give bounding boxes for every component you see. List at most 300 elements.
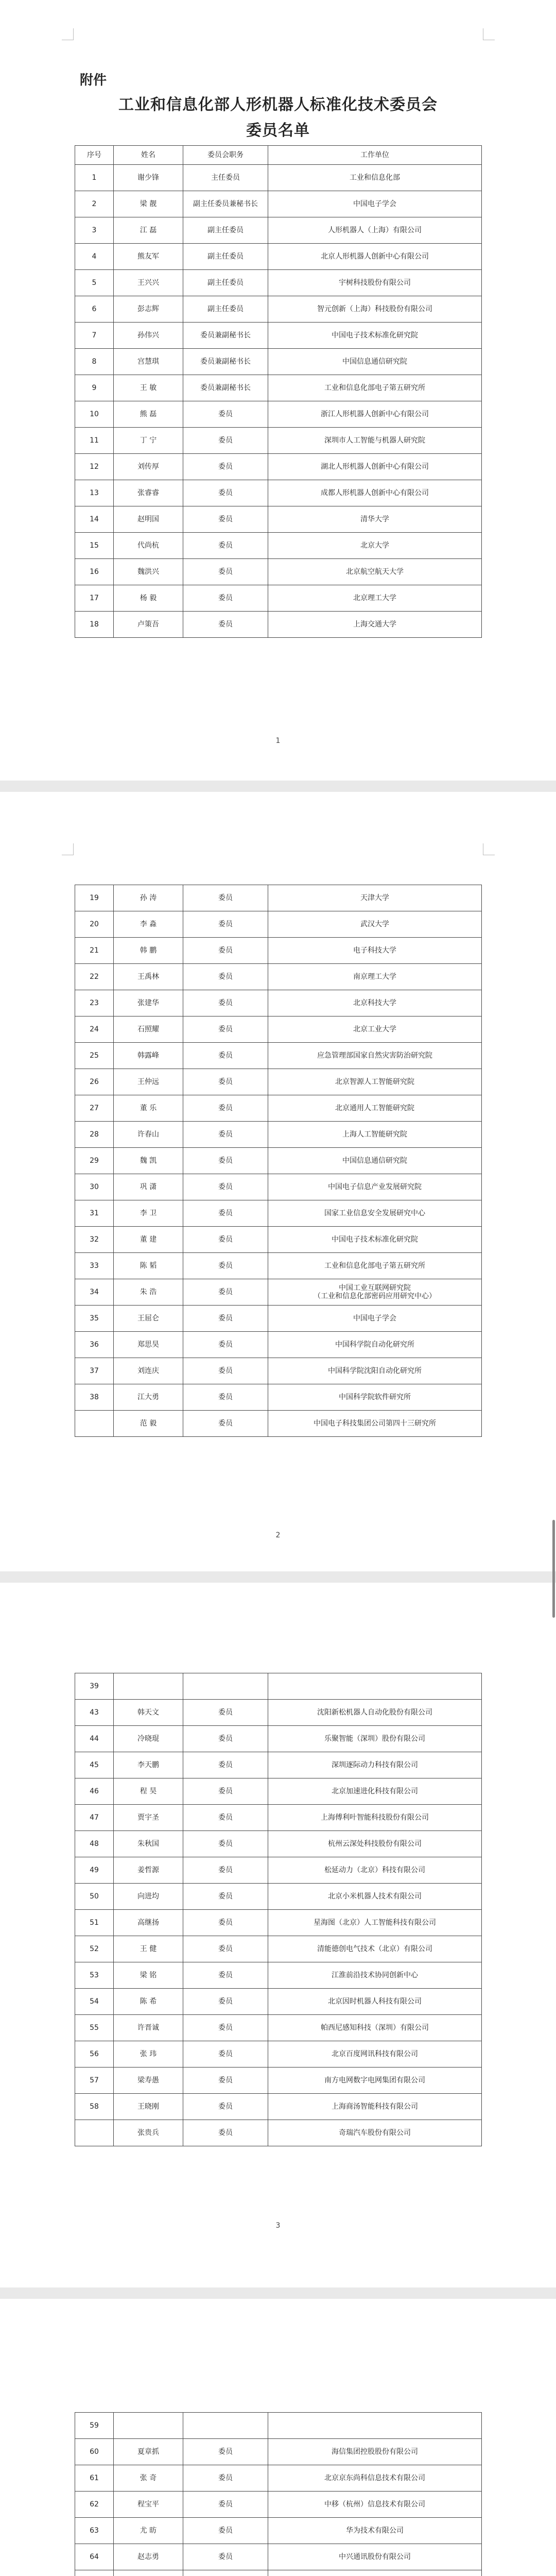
table-row [75, 2094, 482, 2120]
committee-role: 委员 [183, 1148, 268, 1174]
member-name: 王晓刚 [114, 2094, 183, 2120]
table-row [75, 2518, 482, 2544]
work-unit: 智元创新（上海）科技股份有限公司 [268, 296, 482, 323]
committee-role: 委员 [183, 1069, 268, 1095]
member-name: 孙 涛 [114, 885, 183, 911]
work-unit: 深圳逐际动力科技有限公司 [268, 1752, 482, 1778]
row-number: 62 [75, 2492, 114, 2518]
table-row [75, 1332, 482, 1358]
member-name: 贾宇圣 [114, 1805, 183, 1831]
table-row [75, 401, 482, 428]
scrollbar-thumb[interactable] [552, 1520, 555, 1618]
page-number: 1 [275, 737, 281, 745]
page-gap [0, 1571, 556, 1583]
committee-role: 委员 [183, 428, 268, 454]
committee-role: 委员 [183, 506, 268, 533]
work-unit: 北京航空航天大学 [268, 559, 482, 585]
member-name: 谢少锋 [114, 165, 183, 191]
member-name: 向进均 [114, 1884, 183, 1910]
row-number: 31 [75, 1200, 114, 1227]
committee-role: 委员 [183, 1095, 268, 1122]
work-unit: 武汉大学 [268, 911, 482, 938]
work-unit: 深圳市人工智能与机器人研究院 [268, 428, 482, 454]
row-number [75, 1411, 114, 1437]
committee-role: 副主任委员 [183, 270, 268, 296]
member-name: 巩 潇 [114, 1174, 183, 1200]
table-row [75, 1306, 482, 1332]
table-row [75, 217, 482, 244]
document-title: 工业和信息化部人形机器人标准化技术委员会 [118, 96, 438, 114]
committee-role: 委员 [183, 2518, 268, 2544]
table-row [75, 1043, 482, 1069]
table-row [75, 1200, 482, 1227]
table-row [75, 964, 482, 990]
row-number: 29 [75, 1148, 114, 1174]
row-number: 61 [75, 2465, 114, 2492]
member-name: 董 乐 [114, 1095, 183, 1122]
member-name: 王禹林 [114, 964, 183, 990]
table-row [75, 1069, 482, 1095]
member-table [75, 145, 482, 638]
work-unit: 南方电网数字电网集团有限公司 [268, 2067, 482, 2094]
committee-role: 委员 [183, 1200, 268, 1227]
row-number: 3 [75, 217, 114, 244]
committee-role: 委员兼副秘书长 [183, 375, 268, 401]
member-name: 张 奇 [114, 2465, 183, 2492]
member-name: 赵志勇 [114, 2544, 183, 2570]
row-number: 23 [75, 990, 114, 1016]
member-name: 石照耀 [114, 1016, 183, 1043]
member-name [114, 2413, 183, 2439]
committee-role: 委员 [183, 1384, 268, 1411]
work-unit: 中国信息通信研究院 [268, 1148, 482, 1174]
work-unit: 成都人形机器人创新中心有限公司 [268, 480, 482, 506]
member-name [114, 1673, 183, 1700]
table-row [75, 349, 482, 375]
row-number: 39 [75, 1673, 114, 1700]
member-name: 熊友军 [114, 244, 183, 270]
committee-role [183, 2570, 268, 2576]
work-unit: 北京智源人工智能研究院 [268, 1069, 482, 1095]
member-name: 姜哲源 [114, 1857, 183, 1884]
committee-role: 委员兼副秘书长 [183, 323, 268, 349]
row-number: 25 [75, 1043, 114, 1069]
work-unit: 电子科技大学 [268, 938, 482, 964]
row-number: 1 [75, 165, 114, 191]
row-number: 10 [75, 401, 114, 428]
table-row [75, 1962, 482, 1989]
table-row [75, 2570, 482, 2576]
member-name: 孙伟兴 [114, 323, 183, 349]
table-row [75, 1016, 482, 1043]
member-name: 陈 希 [114, 1989, 183, 2015]
table-row [75, 1384, 482, 1411]
work-unit: 宇树科技股份有限公司 [268, 270, 482, 296]
row-number: 32 [75, 1227, 114, 1253]
row-number: 35 [75, 1306, 114, 1332]
committee-role: 委员 [183, 585, 268, 612]
committee-role: 委员 [183, 1306, 268, 1332]
work-unit: 北京科技大学 [268, 990, 482, 1016]
row-number: 47 [75, 1805, 114, 1831]
row-number: 24 [75, 1016, 114, 1043]
table-row [75, 506, 482, 533]
table-row [75, 244, 482, 270]
table-row [75, 296, 482, 323]
document-page-4 [0, 2299, 556, 2576]
member-name: 高继扬 [114, 1910, 183, 1936]
work-unit: 中移（杭州）信息技术有限公司 [268, 2492, 482, 2518]
work-unit: 中国电子技术标准化研究院 [268, 323, 482, 349]
work-unit: 江淮前沿技术协同创新中心 [268, 1962, 482, 1989]
member-name: 程宝平 [114, 2492, 183, 2518]
member-name: 李 卫 [114, 1200, 183, 1227]
member-name: 江大勇 [114, 1384, 183, 1411]
row-number [75, 2120, 114, 2146]
committee-role: 委员 [183, 2015, 268, 2041]
table-row [75, 1174, 482, 1200]
table-row [75, 1752, 482, 1778]
member-name: 程 昊 [114, 1778, 183, 1805]
document-subtitle: 委员名单 [246, 122, 310, 140]
work-unit: 工业和信息化部电子第五研究所 [268, 375, 482, 401]
committee-role: 委员 [183, 2094, 268, 2120]
table-row [75, 323, 482, 349]
page-corner-mark [483, 843, 495, 855]
table-row [75, 2015, 482, 2041]
work-unit: 北京因时机器人科技有限公司 [268, 1989, 482, 2015]
row-number: 7 [75, 323, 114, 349]
row-number: 20 [75, 911, 114, 938]
page-corner-mark [62, 28, 74, 40]
table-row [75, 270, 482, 296]
work-unit: 北京人形机器人创新中心有限公司 [268, 244, 482, 270]
member-name: 夏章抓 [114, 2439, 183, 2465]
row-number: 30 [75, 1174, 114, 1200]
member-name: 王屈仑 [114, 1306, 183, 1332]
member-table [75, 885, 482, 1437]
committee-role: 委员 [183, 1857, 268, 1884]
member-name: 王兴兴 [114, 270, 183, 296]
work-unit: 中国科学院沈阳自动化研究所 [268, 1358, 482, 1384]
row-number: 17 [75, 585, 114, 612]
table-row [75, 2120, 482, 2146]
work-unit: 工业和信息化部 [268, 165, 482, 191]
committee-role: 委员 [183, 612, 268, 638]
attachment-label: 附件 [80, 73, 107, 88]
member-name: 刘传厚 [114, 454, 183, 480]
table-row [75, 375, 482, 401]
committee-role: 委员 [183, 1700, 268, 1726]
member-name: 代尚杭 [114, 533, 183, 559]
member-name: 董 建 [114, 1227, 183, 1253]
work-unit: 华为技术有限公司 [268, 2518, 482, 2544]
work-unit: 上海傅利叶智能科技股份有限公司 [268, 1805, 482, 1831]
committee-role: 副主任委员兼秘书长 [183, 191, 268, 217]
work-unit: 中国工业互联网研究院 （工业和信息化部密码应用研究中心） [268, 1279, 482, 1306]
member-name: 张睿睿 [114, 480, 183, 506]
row-number: 11 [75, 428, 114, 454]
row-number: 55 [75, 2015, 114, 2041]
work-unit: 中国电子学会 [268, 1306, 482, 1332]
committee-role: 委员 [183, 1831, 268, 1857]
row-number: 9 [75, 375, 114, 401]
committee-role: 委员 [183, 1752, 268, 1778]
work-unit: 中国信息通信研究院 [268, 349, 482, 375]
table-row [75, 1148, 482, 1174]
work-unit: 北京加速进化科技有限公司 [268, 1778, 482, 1805]
table-row [75, 1910, 482, 1936]
table-row [75, 1805, 482, 1831]
row-number: 46 [75, 1778, 114, 1805]
member-name: 王仲远 [114, 1069, 183, 1095]
member-name: 范 毅 [114, 1411, 183, 1437]
committee-role: 委员 [183, 2465, 268, 2492]
table-row [75, 1778, 482, 1805]
table-row [75, 2067, 482, 2094]
committee-role: 委员 [183, 1227, 268, 1253]
row-number: 18 [75, 612, 114, 638]
work-unit: 中国电子技术标准化研究院 [268, 1227, 482, 1253]
table-row [75, 1989, 482, 2015]
work-unit: 星海图（北京）人工智能科技有限公司 [268, 1910, 482, 1936]
row-number: 64 [75, 2544, 114, 2570]
table-row [75, 1673, 482, 1700]
member-name: 梁 铭 [114, 1962, 183, 1989]
committee-role: 主任委员 [183, 165, 268, 191]
table-header-row [75, 146, 482, 165]
committee-role: 委员 [183, 1122, 268, 1148]
committee-role [183, 1673, 268, 1700]
row-number: 19 [75, 885, 114, 911]
committee-role: 委员 [183, 2041, 268, 2067]
row-number: 33 [75, 1253, 114, 1279]
table-row [75, 1726, 482, 1752]
row-number: 22 [75, 964, 114, 990]
work-unit: 北京百度网讯科技有限公司 [268, 2041, 482, 2067]
work-unit: 应急管理部国家自然灾害防治研究院 [268, 1043, 482, 1069]
row-number: 56 [75, 2041, 114, 2067]
committee-role: 委员 [183, 1726, 268, 1752]
member-name: 尤 昉 [114, 2518, 183, 2544]
committee-role: 委员 [183, 911, 268, 938]
table-row [75, 2439, 482, 2465]
row-number: 60 [75, 2439, 114, 2465]
row-number: 2 [75, 191, 114, 217]
work-unit: 清能德创电气技术（北京）有限公司 [268, 1936, 482, 1962]
work-unit: 北京京东尚科信息技术有限公司 [268, 2465, 482, 2492]
row-number: 49 [75, 1857, 114, 1884]
member-name: 许晋诚 [114, 2015, 183, 2041]
work-unit: 中国电子信息产业发展研究院 [268, 1174, 482, 1200]
committee-role: 委员 [183, 1016, 268, 1043]
row-number: 16 [75, 559, 114, 585]
member-name: 梁寿愚 [114, 2067, 183, 2094]
committee-role: 委员 [183, 1778, 268, 1805]
row-number: 5 [75, 270, 114, 296]
member-name: 朱秋国 [114, 1831, 183, 1857]
work-unit: 奇瑞汽车股份有限公司 [268, 2120, 482, 2146]
committee-role: 委员 [183, 1884, 268, 1910]
table-row [75, 1936, 482, 1962]
work-unit [268, 2570, 482, 2576]
member-name: 魏 凯 [114, 1148, 183, 1174]
committee-role: 委员兼副秘书长 [183, 349, 268, 375]
work-unit: 中国电子科技集团公司第四十三研究所 [268, 1411, 482, 1437]
work-unit: 湖北人形机器人创新中心有限公司 [268, 454, 482, 480]
member-name: 陈 韬 [114, 1253, 183, 1279]
committee-role: 委员 [183, 454, 268, 480]
work-unit [268, 1673, 482, 1700]
work-unit: 北京通用人工智能研究院 [268, 1095, 482, 1122]
work-unit: 人形机器人（上海）有限公司 [268, 217, 482, 244]
page-gap [0, 781, 556, 792]
member-name: 韩露峰 [114, 1043, 183, 1069]
row-number: 57 [75, 2067, 114, 2094]
member-name: 赵明国 [114, 506, 183, 533]
header-cell: 工作单位 [268, 146, 482, 165]
header-cell: 序号 [75, 146, 114, 165]
table-row [75, 1095, 482, 1122]
table-row [75, 480, 482, 506]
committee-role [183, 2413, 268, 2439]
member-name: 郑思昊 [114, 1332, 183, 1358]
table-row [75, 1122, 482, 1148]
row-number: 48 [75, 1831, 114, 1857]
row-number: 27 [75, 1095, 114, 1122]
work-unit: 上海商汤智能科技有限公司 [268, 2094, 482, 2120]
document-page-2 [0, 792, 556, 1571]
member-name: 熊 磊 [114, 401, 183, 428]
document-page-3 [0, 1583, 556, 2287]
table-row [75, 1700, 482, 1726]
document-page-1 [0, 0, 556, 781]
page-corner-mark [62, 843, 74, 855]
work-unit [268, 2413, 482, 2439]
table-row [75, 165, 482, 191]
row-number: 59 [75, 2413, 114, 2439]
table-row [75, 1884, 482, 1910]
member-name: 杨 毅 [114, 585, 183, 612]
committee-role: 委员 [183, 2544, 268, 2570]
table-row [75, 990, 482, 1016]
member-name: 李天鹏 [114, 1752, 183, 1778]
committee-role: 委员 [183, 2067, 268, 2094]
table-row [75, 911, 482, 938]
work-unit: 海信集团控股股份有限公司 [268, 2439, 482, 2465]
member-name: 魏洪兴 [114, 559, 183, 585]
work-unit: 清华大学 [268, 506, 482, 533]
row-number [75, 2570, 114, 2576]
member-name: 张 玮 [114, 2041, 183, 2067]
committee-role: 委员 [183, 1358, 268, 1384]
work-unit: 乐聚智能（深圳）股份有限公司 [268, 1726, 482, 1752]
member-name: 王 敏 [114, 375, 183, 401]
committee-role: 委员 [183, 401, 268, 428]
work-unit: 国家工业信息安全发展研究中心 [268, 1200, 482, 1227]
row-number: 13 [75, 480, 114, 506]
committee-role: 委员 [183, 938, 268, 964]
committee-role: 委员 [183, 2492, 268, 2518]
work-unit: 中国科学院软件研究所 [268, 1384, 482, 1411]
committee-role: 委员 [183, 1962, 268, 1989]
committee-role: 委员 [183, 1411, 268, 1437]
member-name: 卢策吾 [114, 612, 183, 638]
table-row [75, 1227, 482, 1253]
committee-role: 委员 [183, 964, 268, 990]
work-unit: 北京小米机器人技术有限公司 [268, 1884, 482, 1910]
committee-role: 委员 [183, 480, 268, 506]
row-number: 45 [75, 1752, 114, 1778]
work-unit: 工业和信息化部电子第五研究所 [268, 1253, 482, 1279]
member-name: 张建华 [114, 990, 183, 1016]
row-number: 36 [75, 1332, 114, 1358]
committee-role: 委员 [183, 1253, 268, 1279]
member-name: 宫慧琪 [114, 349, 183, 375]
table-row [75, 2492, 482, 2518]
member-name: 张贵兵 [114, 2120, 183, 2146]
table-row [75, 1279, 482, 1306]
table-row [75, 454, 482, 480]
row-number: 6 [75, 296, 114, 323]
row-number: 37 [75, 1358, 114, 1384]
work-unit: 中兴通讯股份有限公司 [268, 2544, 482, 2570]
committee-role: 副主任委员 [183, 244, 268, 270]
page-gap [0, 2287, 556, 2299]
member-table [75, 2412, 482, 2576]
row-number: 53 [75, 1962, 114, 1989]
work-unit: 中国科学院自动化研究所 [268, 1332, 482, 1358]
work-unit: 南京理工大学 [268, 964, 482, 990]
table-row [75, 428, 482, 454]
page-corner-mark [483, 28, 495, 40]
committee-role: 委员 [183, 885, 268, 911]
row-number: 4 [75, 244, 114, 270]
table-row [75, 191, 482, 217]
row-number: 15 [75, 533, 114, 559]
committee-role: 副主任委员 [183, 217, 268, 244]
table-row [75, 2465, 482, 2492]
work-unit: 帕西尼感知科技（深圳）有限公司 [268, 2015, 482, 2041]
work-unit: 天津大学 [268, 885, 482, 911]
page-number: 3 [275, 2222, 281, 2230]
row-number: 14 [75, 506, 114, 533]
row-number: 34 [75, 1279, 114, 1306]
table-row [75, 1358, 482, 1384]
work-unit: 北京大学 [268, 533, 482, 559]
committee-role: 委员 [183, 1936, 268, 1962]
row-number: 50 [75, 1884, 114, 1910]
member-name: 刘连庆 [114, 1358, 183, 1384]
work-unit: 上海人工智能研究院 [268, 1122, 482, 1148]
committee-role: 委员 [183, 2439, 268, 2465]
table-row [75, 1831, 482, 1857]
member-name: 韩天文 [114, 1700, 183, 1726]
committee-role: 委员 [183, 1174, 268, 1200]
row-number: 26 [75, 1069, 114, 1095]
member-name: 江 磊 [114, 217, 183, 244]
member-name: 冷晓琨 [114, 1726, 183, 1752]
row-number: 12 [75, 454, 114, 480]
member-name: 梁 靓 [114, 191, 183, 217]
work-unit: 松延动力（北京）科技有限公司 [268, 1857, 482, 1884]
row-number: 63 [75, 2518, 114, 2544]
committee-role: 委员 [183, 1279, 268, 1306]
work-unit: 浙江人形机器人创新中心有限公司 [268, 401, 482, 428]
work-unit: 中国电子学会 [268, 191, 482, 217]
row-number: 21 [75, 938, 114, 964]
work-unit: 上海交通大学 [268, 612, 482, 638]
